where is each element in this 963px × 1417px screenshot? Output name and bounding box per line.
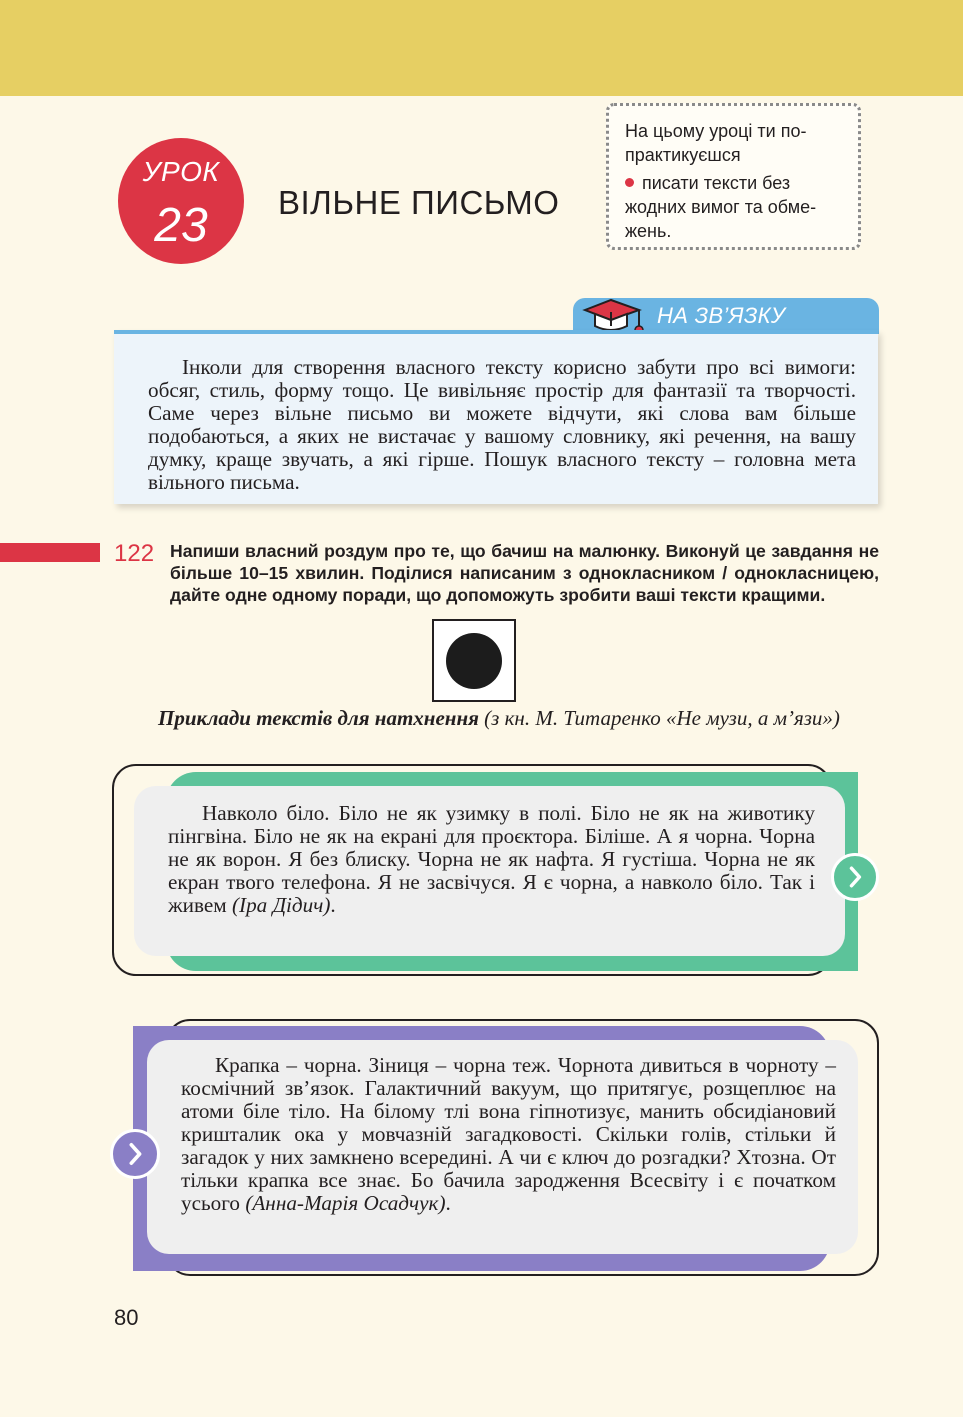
example-card-2 [147,1040,858,1254]
black-dot [446,633,502,689]
chevron-right-icon [113,1132,157,1176]
card1-end: . [330,893,336,917]
bullet-icon [625,178,634,187]
examples-title: Приклади текстів для натхнення [158,706,479,730]
expert-tab [573,298,879,334]
examples-heading [124,706,864,730]
lesson-number: 23 [154,199,208,252]
expert-text: Інколи для створення власного тексту корисно забути про всі вимоги: обсяг, стиль, форму тощо. Це вивільняє простір для фантазії та творчості. Саме через вільне письмо ви можете відчути, які слова вам більше подобаються, а яких не вистачає у вашому словнику, які речення, на вашу думку, краще звучать, а які гірше. Пошук власного тексту – головна мета вільного письма. [148,355,856,494]
task-text: Напиши власний роздум про те, що бачиш на малюнку. Виконуй це завдання не більше 10–15 хвилин. Поділися написаним з однокласником / однокласницею, дайте одне одному поради, що допоможуть зробити ваші тексти кращими. [170,541,879,605]
lesson-badge [118,138,244,264]
lesson-word: УРОК [142,156,220,187]
expert-box [114,330,878,504]
page-number: 80 [114,1305,139,1330]
card1-text: Навколо біло. Біло не як узимку в полі. Біло не як на животику пінгвіна. Біло не як на екрані для проєктора. Біліше. А я чорна. Чорна не як ворон. Я без блиску. Чорна не як нафта. Я густіша. Чорна не як екран твого телефона. Я не засвічуся. Я є чорна, а навколо біло. Так і живем [168,801,815,917]
card2-text: Крапка – чорна. Зіниця – чорна теж. Чорнота дивиться в чорноту – космічний зв’язок. Галактичний вакуум, що притягує, розщеплює на атоми біле тіло. На білому тлі вона гіпнотизує, манить обсидіановий кришталик ока у мовчазній загадковості. Скільки голів, стільки й загадок у них замкнено всередині. А чи є ключ до розгадки? Хтозна. От тільки крапка все знає. Бо бачила зародження Всесвіту і є початком усього [181,1053,836,1215]
lesson-goals-box [606,103,861,250]
goal-item-text: писати тексти без жодних вимог та обме-жень. [625,173,817,241]
lesson-title: ВІЛЬНЕ ПИСЬМО [278,184,560,221]
expert-label: НА ЗВ’ЯЗКУ [657,303,786,328]
card1-author: (Іра Дідич) [231,893,331,917]
task-marker-bar [0,543,100,562]
card2-end: . [445,1191,451,1215]
card1-next-button[interactable] [831,853,879,901]
goal-item [625,171,844,243]
top-color-band [0,0,963,96]
task-number: 122 [114,540,155,567]
chevron-right-icon [834,856,876,898]
card2-next-button[interactable] [110,1129,160,1179]
goals-intro: На цьому уроці ти по-практикуєшся [625,121,807,165]
dot-picture [432,619,516,702]
card2-author: (Анна-Марія Осадчук) [245,1191,446,1215]
example-card-1 [134,786,845,956]
examples-source: (з кн. М. Титаренко «Не музи, а м’язи») [478,706,840,730]
